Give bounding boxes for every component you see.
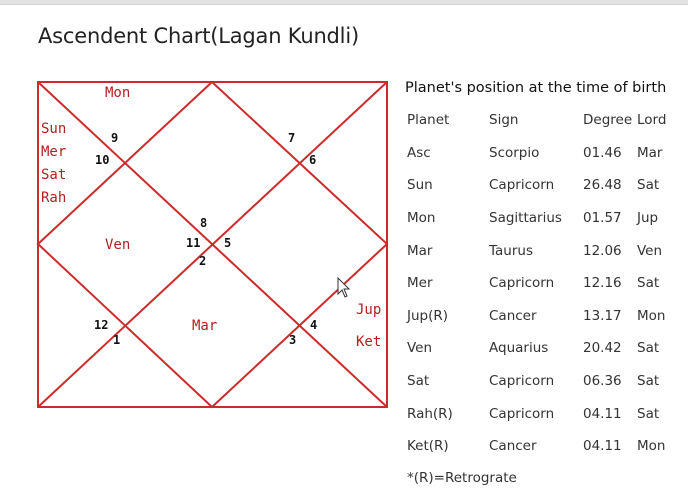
house-number-10: 10 bbox=[95, 153, 110, 167]
cell-sign: Aquarius bbox=[489, 340, 549, 357]
cell-degree: 01.46 bbox=[583, 144, 622, 161]
planet-label-rah: Rah bbox=[41, 190, 67, 206]
table-row bbox=[402, 430, 687, 463]
planet-label-ven: Ven bbox=[105, 237, 131, 253]
cell-sign: Cancer bbox=[489, 307, 537, 324]
cell-degree: 01.57 bbox=[583, 210, 622, 227]
planet-label-sun: Sun bbox=[41, 121, 67, 137]
house-number-9: 9 bbox=[111, 131, 119, 145]
cell-degree: 13.17 bbox=[583, 307, 622, 324]
cell-lord: Ven bbox=[637, 242, 663, 259]
cell-sign: Sagittarius bbox=[489, 210, 562, 227]
cell-degree: 12.06 bbox=[583, 242, 622, 259]
planet-label-sat: Sat bbox=[41, 167, 67, 183]
cell-degree: 20.42 bbox=[583, 340, 622, 357]
column-header-planet: Planet bbox=[407, 112, 450, 129]
cell-sign: Scorpio bbox=[489, 144, 540, 161]
cell-degree: 04.11 bbox=[583, 438, 622, 455]
cell-sign: Capricorn bbox=[489, 405, 555, 422]
cell-lord: Sat bbox=[637, 177, 660, 194]
cell-sign: Capricorn bbox=[489, 275, 555, 292]
retrograde-footnote: *(R)=Retrograte bbox=[407, 470, 517, 486]
house-number-5: 5 bbox=[224, 236, 232, 250]
page-title: Ascendent Chart(Lagan Kundli) bbox=[38, 24, 359, 48]
cell-lord: Sat bbox=[637, 340, 660, 357]
cell-degree: 06.36 bbox=[583, 373, 622, 390]
table-row bbox=[402, 365, 687, 398]
planet-label-mon: Mon bbox=[105, 85, 131, 101]
cell-planet: Jup(R) bbox=[407, 307, 449, 324]
cell-lord: Mar bbox=[637, 144, 663, 161]
house-number-12: 12 bbox=[94, 318, 109, 332]
table-row bbox=[402, 169, 687, 202]
cell-planet: Ven bbox=[407, 340, 433, 357]
cell-lord: Sat bbox=[637, 373, 660, 390]
cell-degree: 26.48 bbox=[583, 177, 622, 194]
cell-planet: Rah(R) bbox=[407, 405, 453, 422]
house-number-1: 1 bbox=[113, 333, 121, 347]
planet-label-mar: Mar bbox=[192, 318, 218, 334]
house-number-7: 7 bbox=[288, 131, 296, 145]
table-row bbox=[402, 300, 687, 333]
cell-lord: Mon bbox=[637, 438, 666, 455]
positions-heading: Planet's position at the time of birth bbox=[405, 80, 667, 96]
table-row bbox=[402, 202, 687, 235]
table-row bbox=[402, 332, 687, 365]
cell-degree: 04.11 bbox=[583, 405, 622, 422]
cell-lord: Mon bbox=[637, 307, 666, 324]
column-header-degree: Degree bbox=[583, 112, 633, 129]
cell-lord: Sat bbox=[637, 405, 660, 422]
house-number-11: 11 bbox=[186, 236, 201, 250]
cell-sign: Capricorn bbox=[489, 373, 555, 390]
house-number-8: 8 bbox=[200, 216, 208, 230]
column-header-lord: Lord bbox=[637, 112, 667, 129]
planet-positions-table bbox=[402, 104, 687, 463]
house-number-6: 6 bbox=[309, 153, 317, 167]
table-row bbox=[402, 234, 687, 267]
house-number-4: 4 bbox=[310, 318, 318, 332]
cell-planet: Mar bbox=[407, 242, 433, 259]
house-number-3: 3 bbox=[289, 333, 297, 347]
mouse-pointer-icon bbox=[337, 277, 351, 299]
planet-label-ket: Ket bbox=[356, 334, 382, 350]
table-row bbox=[402, 397, 687, 430]
cell-planet: Mer bbox=[407, 275, 433, 292]
cell-sign: Cancer bbox=[489, 438, 537, 455]
cell-lord: Sat bbox=[637, 275, 660, 292]
cell-sign: Taurus bbox=[489, 242, 533, 259]
cell-planet: Sun bbox=[407, 177, 433, 194]
cell-planet: Mon bbox=[407, 210, 436, 227]
planet-label-jup: Jup bbox=[356, 302, 382, 318]
planet-label-mer: Mer bbox=[41, 144, 67, 160]
cell-planet: Sat bbox=[407, 373, 430, 390]
table-header-row bbox=[402, 104, 687, 137]
cell-degree: 12.16 bbox=[583, 275, 622, 292]
column-header-sign: Sign bbox=[489, 112, 519, 129]
cell-planet: Asc bbox=[407, 144, 431, 161]
cell-planet: Ket(R) bbox=[407, 438, 449, 455]
table-row bbox=[402, 137, 687, 170]
house-number-2: 2 bbox=[199, 254, 207, 268]
table-row bbox=[402, 267, 687, 300]
cell-sign: Capricorn bbox=[489, 177, 555, 194]
cell-lord: Jup bbox=[637, 210, 659, 227]
